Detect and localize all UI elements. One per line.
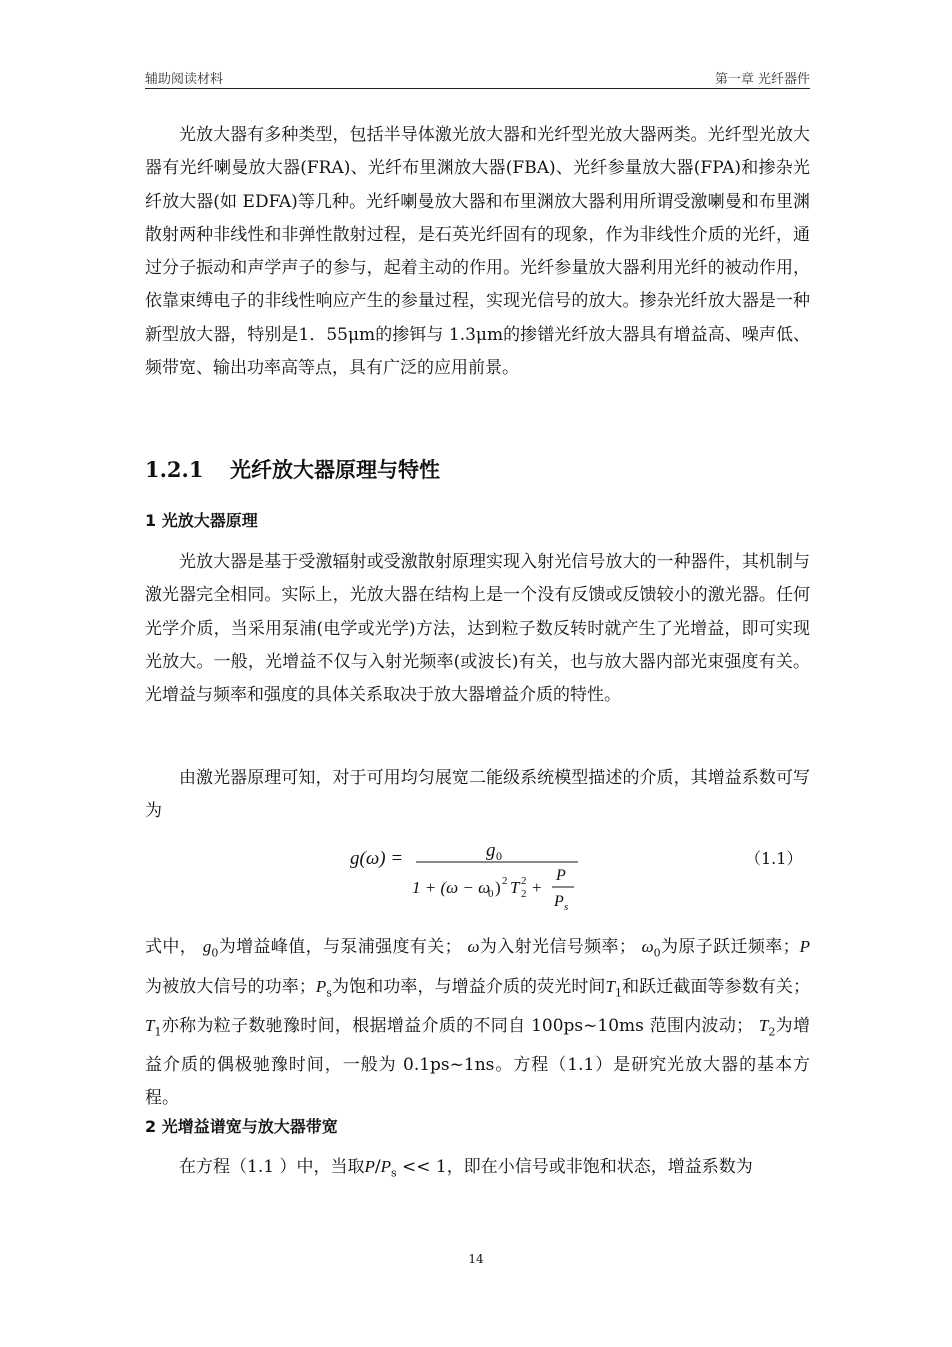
- eq-numerator: g: [486, 840, 496, 861]
- eq-inner-denominator: P: [554, 893, 564, 910]
- eq-inner-denominator-sub: s: [564, 901, 569, 913]
- expl-text-6: 为饱和功率，与增益介质的荧光时间: [331, 976, 606, 997]
- eq-denom-plus: +: [532, 878, 542, 897]
- equation-number: （1.1）: [745, 849, 803, 868]
- bw-slash: /: [374, 1157, 381, 1177]
- eq-denom-T: T: [510, 878, 520, 897]
- section-heading: [145, 454, 440, 484]
- eq-denom-close: ): [495, 878, 501, 897]
- eq-denom-lead: 1 + (ω − ω: [412, 878, 491, 897]
- expl-text-5: 为被放大信号的功率；: [145, 976, 316, 997]
- bw-Ps: P: [380, 1157, 391, 1176]
- expl-text-8: 亦称为粒子数驰豫时间，根据增益介质的不同自 100ps~10ms 范围内波动；: [161, 1016, 754, 1037]
- subheading-bandwidth: 2 光增益谱宽与放大器带宽: [145, 1117, 338, 1136]
- bw-P: P: [364, 1157, 375, 1176]
- principle-paragraph: 光放大器是基于受激辐射或受激散射原理实现入射光信号放大的一种器件，其机制与激光器完全相同。实际上，光放大器在结构上是一个没有反馈或反馈较小的激光器。任何光学介质，当采用泵浦(电学或光学)方法，达到粒子数反转时就产生了光增益，即可实现光放大。一般，光增益不仅与入射光频率(或波长)有关，也与放大器内部光束强度有关。光增益与频率和强度的具体关系取决于放大器增益介质的特性。: [145, 552, 810, 706]
- gain-equation: [350, 836, 650, 916]
- section-number: 1.2.1: [145, 457, 204, 482]
- expl-P: P: [799, 937, 811, 956]
- bw-text-2: << 1，即在小信号或非饱和状态，增益系数为: [396, 1157, 753, 1177]
- header-chapter-title: 第一章 光纤器件: [714, 72, 810, 87]
- expl-text-4: 为原子跃迁频率；: [660, 937, 800, 957]
- eq-denom-sub0: 0: [488, 888, 494, 900]
- eq-denom-sup2: 2: [502, 875, 508, 887]
- expl-omega0-sub: 0: [653, 946, 661, 960]
- expl-T1: T: [605, 976, 615, 996]
- eq-inner-numerator: P: [556, 867, 566, 884]
- expl-Ps-sub: s: [326, 986, 332, 1000]
- eq-numerator-sub: 0: [496, 849, 502, 863]
- expl-T2-sub: 2: [768, 1025, 776, 1039]
- gain-intro-paragraph: 由激光器原理可知，对于可用均匀展宽二能级系统模型描述的介质，其增益系数可写为: [145, 768, 810, 822]
- expl-text-2: 为增益峰值，与泵浦强度有关；: [218, 937, 462, 957]
- gain-equation-graphic: [350, 836, 650, 916]
- expl-T1-sub: 1: [614, 986, 622, 1000]
- expl-T1b: T: [145, 1016, 155, 1036]
- expl-omega0: ω: [641, 937, 654, 956]
- expl-omega: ω: [467, 937, 480, 956]
- eq-denom-T-sub: 2: [521, 888, 527, 900]
- expl-text-3: 为入射光信号频率；: [479, 937, 636, 957]
- page-header: [145, 66, 810, 89]
- expl-g0: g: [202, 937, 212, 956]
- subheading-principle: 1 光放大器原理: [145, 511, 258, 530]
- eq-lhs: g(ω) =: [350, 848, 404, 869]
- expl-text-9: 为增益介质的偶极驰豫时间，一般为 0.1ps~1ns。方程（1.1）是研究光放大器的基本方程。: [145, 1016, 810, 1109]
- expl-text-7: 和跃迁截面等参数有关；: [621, 976, 811, 997]
- header-left-title: 辅助阅读材料: [145, 72, 224, 87]
- expl-text-1: 式中，: [145, 937, 198, 957]
- section-title-text: 光纤放大器原理与特性: [230, 457, 440, 482]
- equation-explanation: [145, 930, 810, 1116]
- expl-T2: T: [758, 1016, 769, 1036]
- page-number: 14: [468, 1252, 484, 1266]
- bw-text-1: 在方程（1.1 ）中，当取: [179, 1157, 365, 1177]
- bw-Ps-sub: s: [390, 1166, 397, 1180]
- intro-paragraph: 光放大器有多种类型，包括半导体激光放大器和光纤型光放大器两类。光纤型光放大器有光纤喇曼放大器(FRA)、光纤布里渊放大器(FBA)、光纤参量放大器(FPA)和掺杂光纤放大器(如 EDFA)等几种。光纤喇曼放大器和布里渊放大器利用所谓受激喇曼和布里渊散射两种非线性和非弹性散射过程，是石英光纤固有的现象，作为非线性介质的光纤，通过分子振动和声学声子的参与，起着主动的作用。光纤参量放大器利用光纤的被动作用，依靠束缚电子的非线性响应产生的参量过程，实现光信号的放大。掺杂光纤放大器是一种新型放大器，特别是1．55μm的掺铒与 1.3μm的掺镨光纤放大器具有增益高、噪声低、频带宽、输出功率高等点，具有广泛的应用前景。: [145, 125, 810, 379]
- expl-Ps: P: [315, 976, 327, 996]
- expl-g0-sub: 0: [211, 946, 219, 960]
- eq-denom-T-sup: 2: [521, 875, 527, 887]
- bandwidth-paragraph: [145, 1150, 810, 1190]
- expl-T1b-sub: 1: [154, 1025, 162, 1039]
